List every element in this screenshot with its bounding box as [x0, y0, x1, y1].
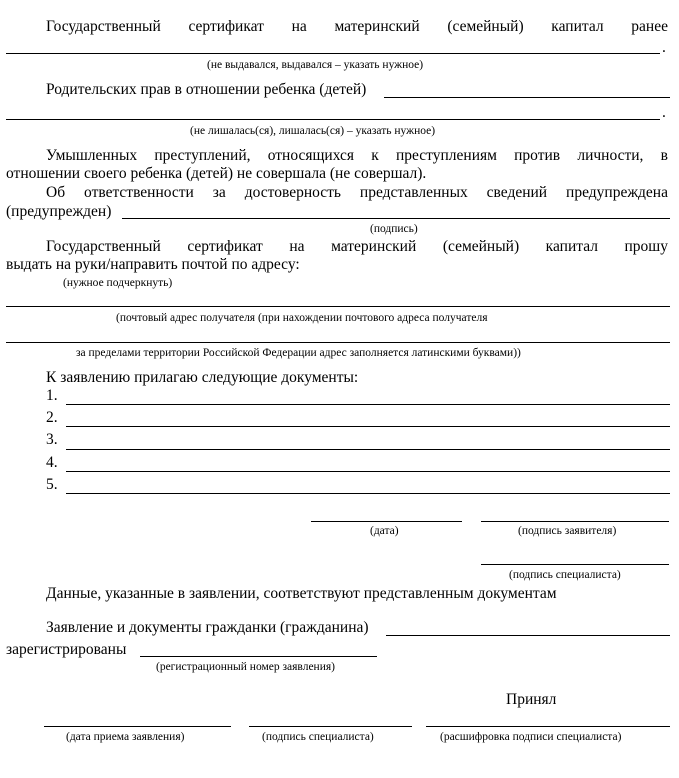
registration-hint: (регистрационный номер заявления): [156, 661, 335, 673]
document-item-field[interactable]: [66, 426, 670, 427]
document-item-field[interactable]: [66, 471, 670, 472]
accept-signature-field[interactable]: [249, 726, 412, 727]
document-item-field[interactable]: [66, 449, 670, 450]
justified-word: Умышленных: [46, 147, 138, 164]
document-item-num: 2.: [46, 409, 58, 426]
document-item-num: 1.: [46, 387, 58, 404]
address-hint-2: за пределами территории Российской Федерации адрес заполняется латинскими буквами)): [76, 347, 521, 359]
justified-word: к: [371, 147, 379, 164]
rights-label: Родительских прав в отношении ребенка (детей): [46, 81, 367, 98]
delivery-line-2: выдать на руки/направить почтой по адресу:: [6, 256, 300, 273]
registration-number-field[interactable]: [140, 656, 377, 657]
justified-word: представленных: [359, 184, 468, 201]
justified-word: капитал: [545, 238, 598, 255]
registration-line-2: зарегистрированы: [6, 641, 127, 658]
justified-word: ранее: [631, 18, 668, 35]
justified-word: против: [514, 147, 561, 164]
specialist-signature-field[interactable]: [481, 564, 669, 565]
resp-signature-field[interactable]: [122, 218, 670, 219]
justified-word: преступлений,: [154, 147, 251, 164]
justified-word: Государственный: [46, 238, 161, 255]
justified-word: (семейный): [442, 238, 520, 255]
document-item-num: 4.: [46, 454, 58, 471]
documents-label: К заявлению прилагаю следующие документы:: [46, 369, 359, 386]
date-hint: (дата): [370, 525, 399, 537]
justified-word: относящихся: [267, 147, 355, 164]
registration-line-1: Заявление и документы гражданки (гражданина): [46, 619, 369, 636]
accepted-title: Принял: [506, 691, 557, 708]
address-hint-1: (почтовый адрес получателя (при нахождении почтового адреса получателя: [116, 312, 488, 324]
applicant-signature-field[interactable]: [481, 521, 669, 522]
applicant-signature-hint: (подпись заявителя): [518, 525, 617, 537]
justified-word: материнский: [331, 238, 417, 255]
justified-word: ответственности: [84, 184, 194, 201]
justified-word: материнский: [334, 18, 420, 35]
specialist-signature-hint: (подпись специалиста): [509, 569, 621, 581]
rights-end: .: [662, 104, 666, 121]
justified-word: личности,: [577, 147, 644, 164]
resp-line: [46, 184, 668, 202]
accept-name-hint: (расшифровка подписи специалиста): [440, 731, 622, 743]
justified-word: на: [289, 238, 305, 255]
crimes-line-2: отношении своего ребенка (детей) не совершала (не совершал).: [6, 165, 427, 182]
document-item-num: 5.: [46, 476, 58, 493]
justified-word: за: [212, 184, 226, 201]
registration-citizen-field[interactable]: [386, 635, 670, 636]
accept-signature-hint: (подпись специалиста): [262, 731, 374, 743]
resp-hint: (подпись): [370, 223, 418, 235]
justified-word: прошу: [624, 238, 668, 255]
justified-word: преступлениям: [395, 147, 497, 164]
conformity-text: Данные, указанные в заявлении, соответствуют представленным документам: [46, 585, 557, 602]
justified-word: сертификат: [188, 18, 264, 35]
justified-word: сведений: [486, 184, 548, 201]
address-field-2[interactable]: [6, 342, 670, 343]
address-field-1[interactable]: [6, 306, 670, 307]
resp-line-2: (предупрежден): [6, 203, 112, 220]
delivery-line: [46, 238, 668, 256]
date-field[interactable]: [311, 521, 462, 522]
justified-word: предупреждена: [566, 184, 668, 201]
justified-word: на: [291, 18, 307, 35]
rights-field-2[interactable]: [6, 119, 660, 120]
document-item-field[interactable]: [66, 493, 670, 494]
justified-word: (семейный): [447, 18, 524, 35]
crimes-line: [46, 147, 668, 165]
cert-prev-end: .: [662, 39, 666, 56]
justified-word: капитал: [551, 18, 604, 35]
justified-word: сертификат: [187, 238, 263, 255]
rights-field-1[interactable]: [384, 97, 670, 98]
document-item-num: 3.: [46, 431, 58, 448]
accept-date-field[interactable]: [44, 726, 231, 727]
cert-prev-field[interactable]: [6, 53, 660, 54]
accept-name-field[interactable]: [426, 726, 670, 727]
accept-date-hint: (дата приема заявления): [66, 731, 185, 743]
justified-word: достоверность: [244, 184, 341, 201]
justified-word: Об: [46, 184, 66, 201]
document-item-field[interactable]: [66, 404, 670, 405]
cert-prev-line: [46, 18, 668, 36]
delivery-hint: (нужное подчеркнуть): [63, 277, 173, 289]
rights-hint: (не лишалась(ся), лишалась(ся) – указать нужное): [190, 125, 436, 137]
justified-word: в: [660, 147, 668, 164]
cert-prev-hint: (не выдавался, выдавался – указать нужное): [207, 59, 424, 71]
justified-word: Государственный: [46, 18, 161, 35]
